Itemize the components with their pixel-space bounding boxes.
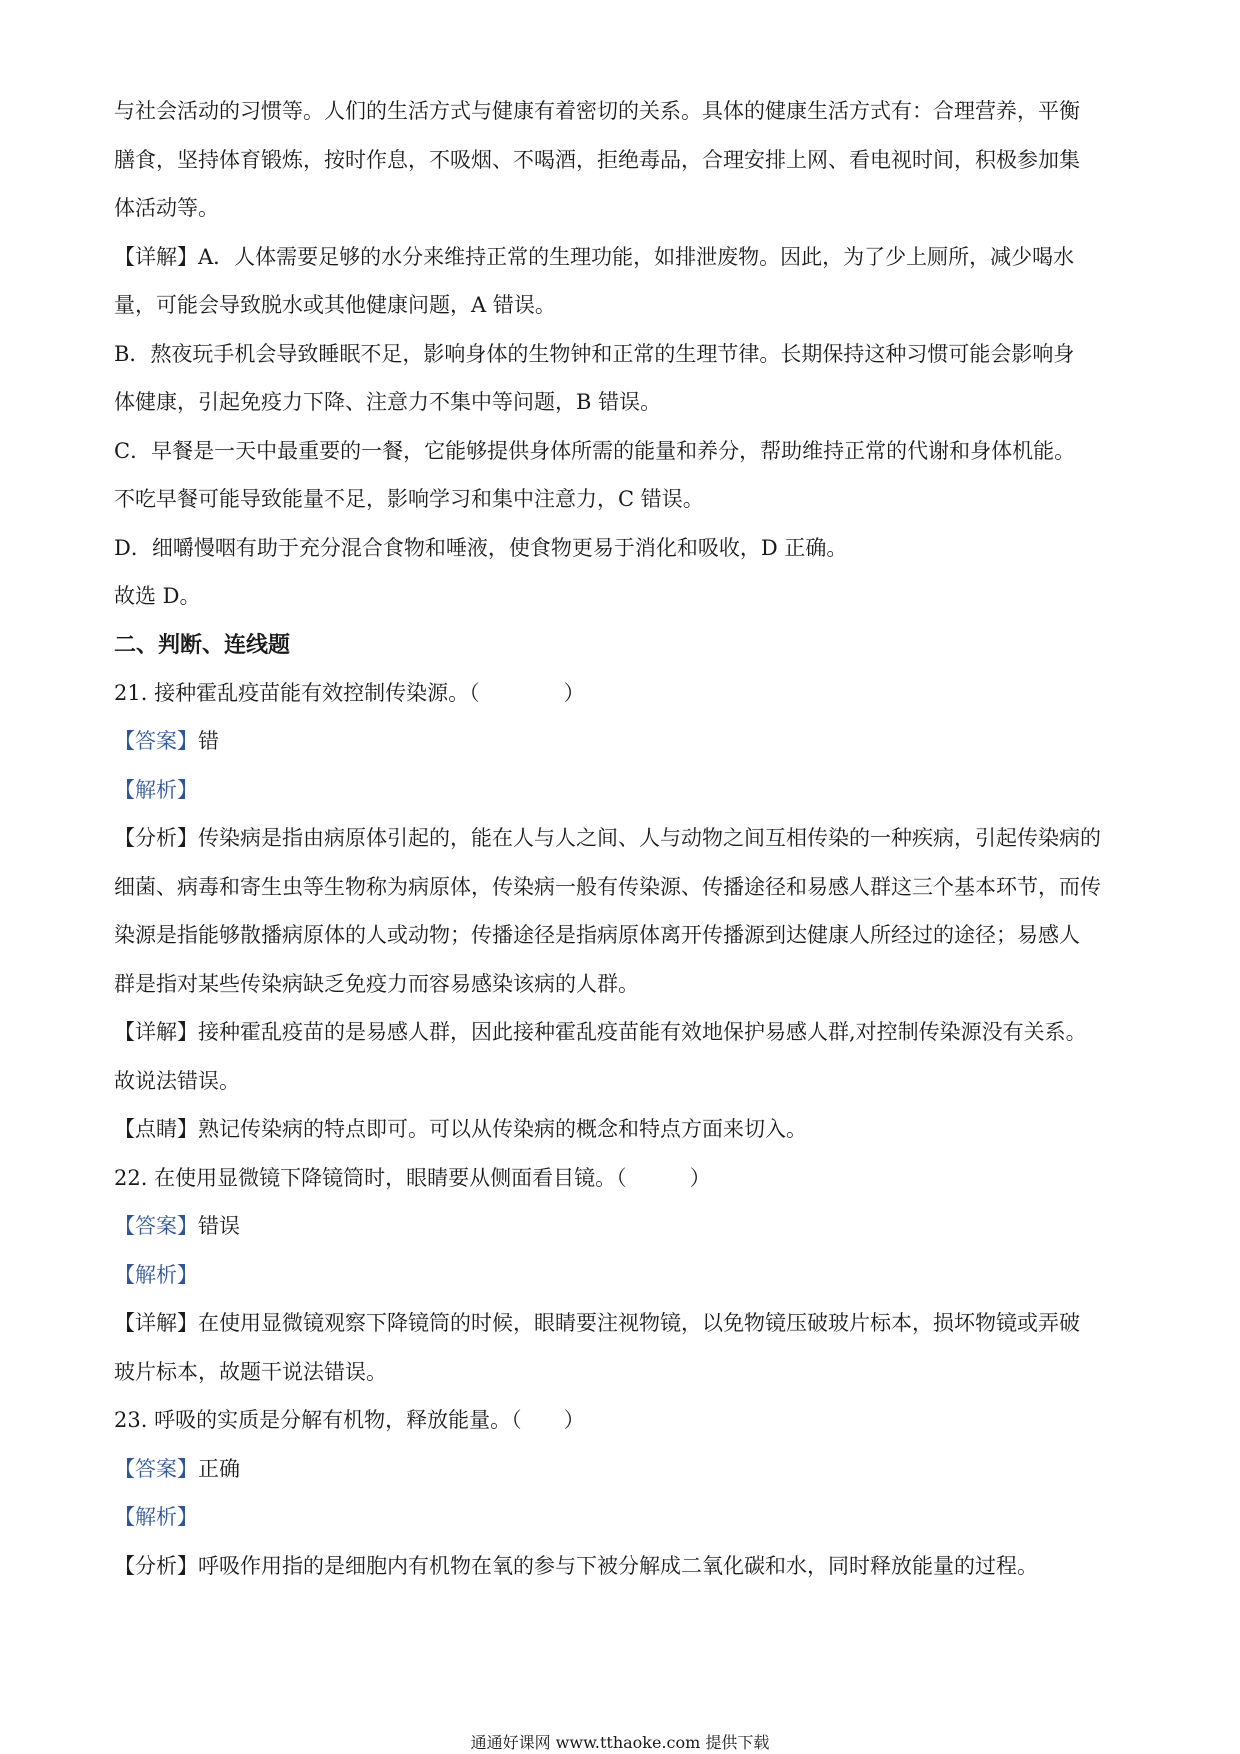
xiangjie-21-line xyxy=(114,1019,1134,1046)
answer-21 xyxy=(114,728,1134,755)
analysis-22 xyxy=(114,1262,1134,1289)
line-text: 体活动等。 xyxy=(114,196,219,220)
answer-text: 错 xyxy=(198,729,219,753)
fenxi-21-line: 细菌、病毒和寄生虫等生物称为病原体，传染病一般有传染源、传播途径和易感人群这三个基本环节，而传 xyxy=(114,874,1101,899)
fenxi-21-line xyxy=(114,825,1134,852)
section-heading: 二、判断、连线题 xyxy=(114,632,291,658)
xiangjie-tag: 【详解】 xyxy=(114,1311,198,1335)
question-22: 22. 在使用显微镜下降镜筒时，眼睛要从侧面看目镜。（ ） xyxy=(114,1165,711,1190)
answer-tag: 【答案】 xyxy=(114,1214,198,1238)
answer-22 xyxy=(114,1213,1134,1240)
xiangjie-22-line xyxy=(114,1310,1134,1337)
analysis-21 xyxy=(114,777,1134,804)
line-text: B．熬夜玩手机会导致睡眠不足，影响身体的生物钟和正常的生理节律。长期保持这种习惯可能会影响身 xyxy=(114,341,1075,366)
line-text: 熟记传染病的特点即可。可以从传染病的概念和特点方面来切入。 xyxy=(198,1117,807,1141)
line-text: 与社会活动的习惯等。人们的生活方式与健康有着密切的关系。具体的健康生活方式有：合理营养，平衡 xyxy=(114,99,1080,123)
fenxi-21-line: 染源是指能够散播病原体的人或动物；传播途径是指病原体离开传播源到达健康人所经过的途径；易感人 xyxy=(114,923,1080,947)
line-text: 呼吸作用指的是细胞内有机物在氧的参与下被分解成二氧化碳和水，同时释放能量的过程。 xyxy=(198,1553,1038,1578)
line-text: 膳食，坚持体育锻炼，按时作息，不吸烟、不喝酒，拒绝毒品，合理安排上网、看电视时间，积极参加集 xyxy=(114,147,1080,172)
paragraph-line xyxy=(114,292,1134,319)
analysis-tag: 【解析】 xyxy=(114,777,198,802)
xiangjie-tag: 【详解】 xyxy=(114,1020,198,1044)
fenxi-tag: 【分析】 xyxy=(114,1553,198,1578)
analysis-23 xyxy=(114,1504,1134,1531)
document-body xyxy=(114,98,1134,1601)
line-text: 接种霍乱疫苗的是易感人群，因此接种霍乱疫苗能有效地保护易感人群,对控制传染源没有关系。 xyxy=(198,1020,1087,1044)
detail-tag: 【详解】 xyxy=(114,244,198,269)
analysis-tag: 【解析】 xyxy=(114,1505,198,1529)
line-text: 在使用显微镜观察下降镜筒的时候，眼睛要注视物镜，以免物镜压破玻片标本，损坏物镜或弄破 xyxy=(198,1311,1080,1335)
line-text: C．早餐是一天中最重要的一餐，它能够提供身体所需的能量和养分，帮助维持正常的代谢和身体机能。 xyxy=(114,438,1076,463)
answer-tag: 【答案】 xyxy=(114,1456,198,1481)
xiangjie-21-line: 故说法错误。 xyxy=(114,1068,240,1093)
dianjing-tag: 【点睛】 xyxy=(114,1117,198,1141)
paragraph-line xyxy=(114,535,1134,562)
line-text: 不吃早餐可能导致能量不足，影响学习和集中注意力，C 错误。 xyxy=(114,487,704,511)
paragraph-line xyxy=(114,341,1134,368)
fenxi-21-line: 群是指对某些传染病缺乏免疫力而容易感染该病的人群。 xyxy=(114,971,639,996)
line-text: D．细嚼慢咽有助于充分混合食物和唾液，使食物更易于消化和吸收，D 正确。 xyxy=(114,535,848,560)
line-text: 传染病是指由病原体引起的，能在人与人之间、人与动物之间互相传染的一种疾病，引起传染病的 xyxy=(198,826,1101,850)
question-21: 21. 接种霍乱疫苗能有效控制传染源。（ ） xyxy=(114,680,585,705)
answer-tag: 【答案】 xyxy=(114,729,198,753)
analysis-tag: 【解析】 xyxy=(114,1262,198,1287)
line-text: 量，可能会导致脱水或其他健康问题，A 错误。 xyxy=(114,293,556,317)
answer-23 xyxy=(114,1456,1134,1483)
paragraph-line xyxy=(114,583,1134,610)
fenxi-23 xyxy=(114,1553,1134,1580)
line-text: 故选 D。 xyxy=(114,584,201,608)
answer-text: 正确 xyxy=(198,1456,240,1481)
paragraph-line xyxy=(114,389,1134,416)
paragraph-line xyxy=(114,486,1134,513)
dianjing-21 xyxy=(114,1116,1134,1143)
question-23: 23. 呼吸的实质是分解有机物，释放能量。（ ） xyxy=(114,1408,585,1432)
line-text: A．人体需要足够的水分来维持正常的生理功能，如排泄废物。因此，为了少上厕所，减少喝水 xyxy=(198,244,1075,269)
line-text: 体健康，引起免疫力下降、注意力不集中等问题，B 错误。 xyxy=(114,390,662,414)
xiangjie-22-line: 玻片标本，故题干说法错误。 xyxy=(114,1359,387,1384)
paragraph-line xyxy=(114,195,1134,222)
paragraph-line xyxy=(114,438,1134,465)
fenxi-tag: 【分析】 xyxy=(114,826,198,850)
page-footer: 通通好课网 www.tthaoke.com 提供下载 xyxy=(470,1733,770,1752)
detail-line xyxy=(114,244,1134,271)
paragraph-line xyxy=(114,147,1134,174)
paragraph-line xyxy=(114,98,1134,125)
answer-text: 错误 xyxy=(198,1214,240,1238)
